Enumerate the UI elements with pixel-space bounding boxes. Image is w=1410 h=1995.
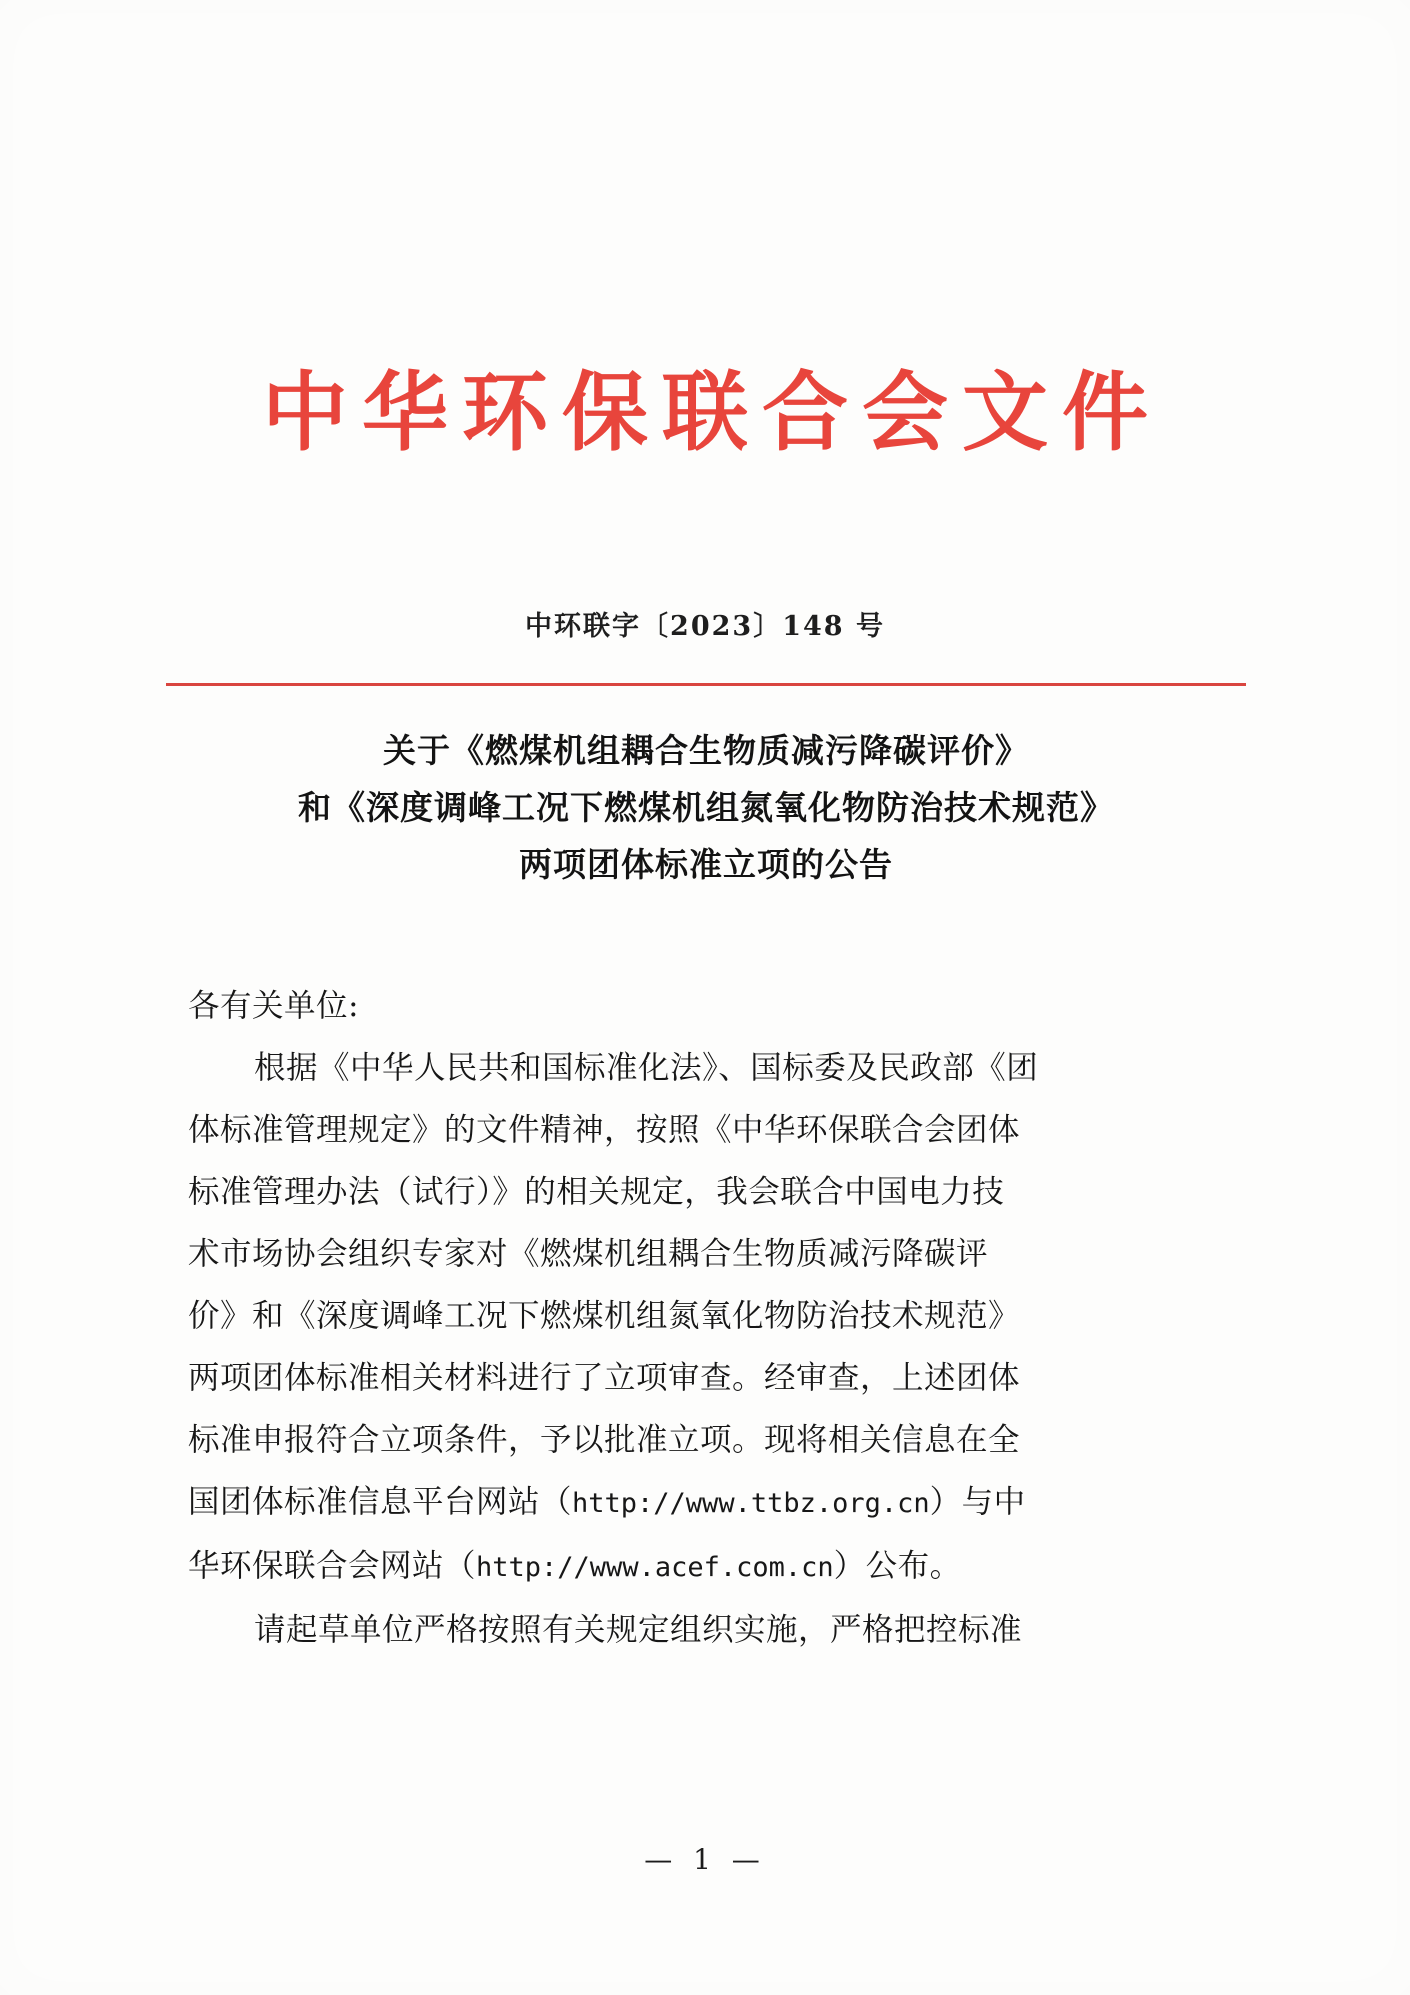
masthead-title: 中华环保联合会文件 xyxy=(262,362,1162,463)
body-line-4: 术市场协会组织专家对《燃煤机组耦合生物质减污降碳评 xyxy=(188,1236,989,1272)
body-line-7: 标准申报符合立项条件，予以批准立项。现将相关信息在全 xyxy=(188,1422,1021,1458)
ttbz-url: http://www.ttbz.org.cn xyxy=(572,1488,930,1519)
body-line-9-post: ）公布。 xyxy=(833,1548,962,1584)
body-line-9-pre: 华环保联合会网站（ xyxy=(188,1548,477,1584)
title-line-1: 关于《燃煤机组耦合生物质减污降碳评价》 xyxy=(383,731,1029,770)
document-number: 中环联字〔2023〕148 号 xyxy=(525,611,885,642)
body-line-8-pre: 国团体标准信息平台网站（ xyxy=(188,1484,573,1520)
red-divider-rule xyxy=(166,683,1246,686)
body-line-8 xyxy=(188,1471,1200,1535)
salutation: 各有关单位: xyxy=(188,988,360,1024)
body-line-2: 体标准管理规定》的文件精神，按照《中华环保联合会团体 xyxy=(188,1112,1021,1148)
body-line-3: 标准管理办法（试行）》的相关规定，我会联合中国电力技 xyxy=(188,1174,1005,1210)
title-line-2: 和《深度调峰工况下燃煤机组氮氧化物防治技术规范》 xyxy=(298,788,1114,827)
body-line-9 xyxy=(188,1535,1200,1599)
body-line-1: 根据《中华人民共和国标准化法》、国标委及民政部《团 xyxy=(254,1050,1039,1086)
document-body xyxy=(188,975,1200,1661)
body-line-10: 请起草单位严格按照有关规定组织实施，严格把控标准 xyxy=(254,1612,1023,1648)
acef-url: http://www.acef.com.cn xyxy=(476,1552,834,1583)
document-title xyxy=(175,722,1237,893)
body-line-5: 价》和《深度调峰工况下燃煤机组氮氧化物防治技术规范》 xyxy=(188,1298,1021,1334)
masthead xyxy=(0,362,1410,463)
body-line-8-post: ）与中 xyxy=(929,1484,1026,1520)
page-number: — 1 — xyxy=(644,1843,766,1876)
body-line-6: 两项团体标准相关材料进行了立项审查。经审查，上述团体 xyxy=(188,1360,1021,1396)
title-line-3: 两项团体标准立项的公告 xyxy=(519,845,893,884)
